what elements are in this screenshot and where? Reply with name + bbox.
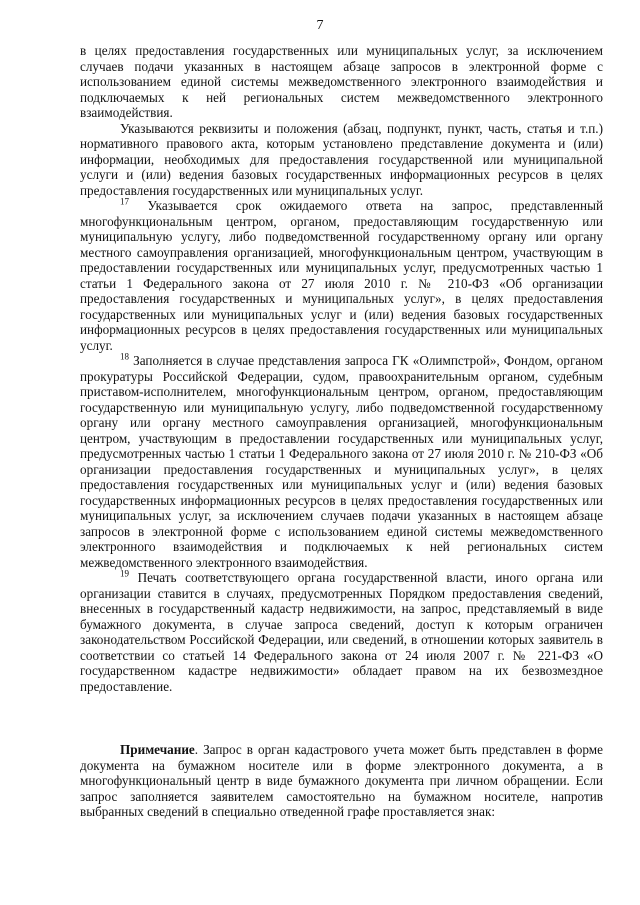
note-label: Примечание bbox=[120, 742, 195, 757]
note-text: . Запрос в орган кадастрового учета может быть представлен в форме документа на бумажном носителе или в форме электронного документа, а в многофункциональный центр в виде бумажного документа при личном обращении. Если запрос заполняется заявителем самостоятельно на бумажном носителе, напротив выбранных сведений в специально отведенной графе проставляется знак: bbox=[80, 742, 603, 819]
footnote-18 bbox=[80, 353, 603, 570]
note-block bbox=[80, 742, 603, 820]
footnote-19-text: Печать соответствующего органа государственной власти, иного органа или организации ставится в случаях, предусмотренных Порядком предоставления сведений, внесенных в государственный кадастр недвижимости, на запрос, представляемый в виде бумажного документа, в случае запроса сведений, доступ к которым ограничен законодательством Российской Федерации, или сведений, в отношении которых заявитель в соответствии со статьей 14 Федерального закона от 24 июля 2007 г. № 221-ФЗ «О государственном кадастре недвижимости» обладает правом на их безвозмездное предоставление. bbox=[80, 570, 603, 694]
note-paragraph bbox=[80, 742, 603, 820]
footnote-19 bbox=[80, 570, 603, 694]
footnote-18-mark: 18 bbox=[120, 351, 129, 362]
footnote-17-text: Указывается срок ожидаемого ответа на запрос, представленный многофункциональным центром, органом, предоставляющим государственную или муниципальную услугу, либо подведомственной государственному органу или органу местного самоуправления организацией, многофункциональным центром, участвующим в предоставлении государственных или муниципальных услуг, предусмотренных частью 1 статьи 1 Федерального закона от 27 июля 2010 г. № 210-ФЗ «Об организации предоставления государственных и муниципальных услуг», в целях предоставления государственных или муниципальных услуг и (или) ведения базовых государственных информационных ресурсов в целях предоставления государственных или муниципальных услуг. bbox=[80, 198, 603, 353]
footnote-18-text: Заполняется в случае представления запроса ГК «Олимпстрой», Фондом, органом прокуратуры Российской Федерации, судом, правоохранительным органом, судебным приставом-исполнителем, многофункциональным центром, органом, предоставляющим государственную или муниципальную услугу, либо подведомственной государственному органу или органу местного самоуправления организацией, многофункциональным центром, участвующим в предоставлении государственных или муниципальных услуг, предусмотренных частью 1 статьи 1 Федерального закона от 27 июля 2010 г. № 210-ФЗ «Об организации предоставления государственных и муниципальных услуг», в целях предоставления государственных или муниципальных услуг и (или) ведения базовых государственных информационных ресурсов в целях предоставления государственных или муниципальных услуг, за исключением случаев подачи указанных в настоящем абзаце запросов в электронной форме с использованием единой системы межведомственного электронного взаимодействия и подключаемых к ней региональных систем межведомственного электронного взаимодействия. bbox=[80, 353, 603, 570]
paragraph-requisites: Указываются реквизиты и положения (абзац, подпункт, пункт, часть, статья и т.п.) нормативного правового акта, которым установлено представление документа и (или) информации, необходимых для предоставления государственной или муниципальной услуги и (или) ведения базовых государственных информационных ресурсов в целях предоставления государственных или муниципальных услуг. bbox=[80, 120, 603, 198]
footnote-19-mark: 19 bbox=[120, 568, 129, 579]
footnote-17 bbox=[80, 198, 603, 353]
footnotes-body bbox=[80, 43, 603, 694]
page-number: 7 bbox=[316, 18, 324, 33]
paragraph-continuation: в целях предоставления государственных или муниципальных услуг, за исключением случаев подачи указанных в настоящем абзаце запросов в электронной форме с использованием единой системы межведомственного электронного взаимодействия и подключаемых к ней региональных систем межведомственного электронного взаимодействия. bbox=[80, 43, 603, 120]
footnote-17-mark: 17 bbox=[120, 196, 129, 207]
